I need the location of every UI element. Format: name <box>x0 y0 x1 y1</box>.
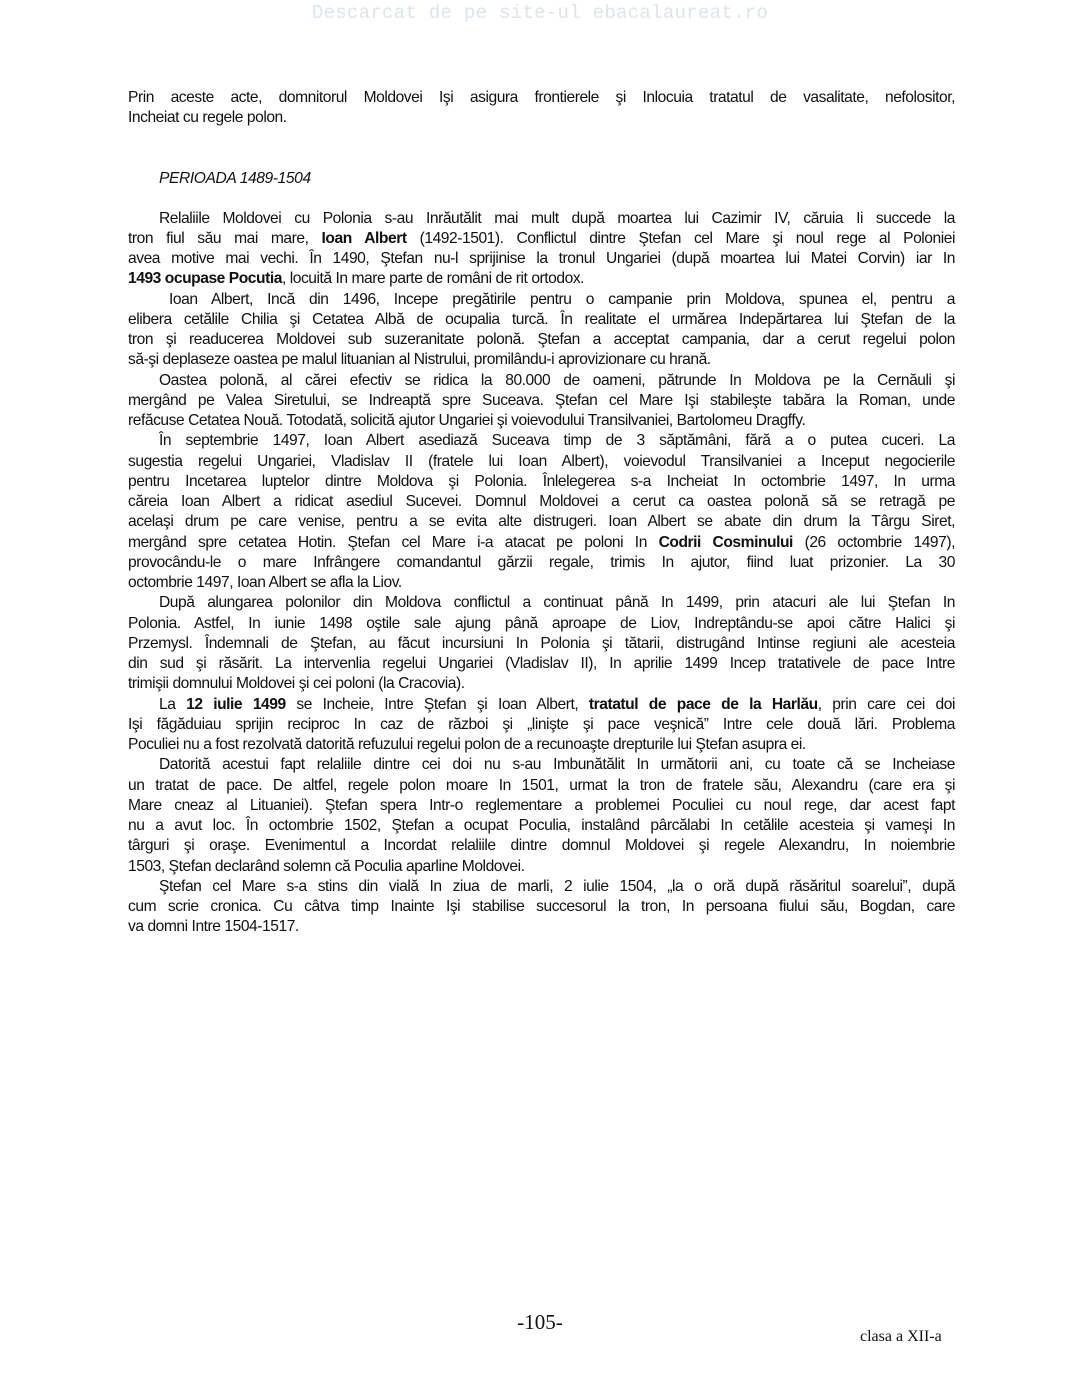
text-line <box>128 533 955 553</box>
document-body <box>128 88 955 938</box>
text-segment: Przemysl. Îndemnali de Ştefan, au făcut incursiuni In Polonia şi tătarii, distrugând Intinse regiuni ale acesteia <box>128 634 955 652</box>
text-line <box>128 108 955 128</box>
text-segment: târguri şi oraşe. Evenimentul a Incordat relaliile dintre domnul Moldovei şi regele Alexandru, In noiembrie <box>128 837 955 855</box>
text-line <box>128 310 955 330</box>
text-segment: un tratat de pace. De altfel, regele polon moare In 1501, urmat la tron de fratele său, Alexandru (care era şi <box>128 776 955 794</box>
text-line <box>128 472 955 492</box>
text-line <box>128 330 955 350</box>
text-segment: va domni Intre 1504-1517. <box>128 918 299 936</box>
text-segment: Mare cneaz al Lituaniei). Ştefan spera Intr-o reglementare a problemei Poculiei cu noul rege, dar acest fapt <box>128 796 955 814</box>
text-segment: , locuită In mare parte de români de rit ortodox. <box>281 270 585 288</box>
text-segment: Oastea polonă, al cărei efectiv se ridica la 80.000 de oameni, pătrunde In Moldova pe la Cernăuli şi <box>159 371 955 389</box>
text-segment: În septembrie 1497, Ioan Albert asediază Suceava timp de 3 săptămâni, fără a o putea cuceri. La <box>159 432 955 450</box>
text-line <box>128 512 955 532</box>
text-line <box>128 269 955 289</box>
text-segment: Işi făgăduiau sprijin reciproc In caz de război şi „linişte şi pace veşnică” Intre cele două lări. Problema <box>128 715 955 733</box>
intro-paragraph <box>128 88 955 129</box>
text-segment: din sud şi răsărit. La intervenlia regelui Ungariei (Vladislav II), In aprilie 1499 Incep tratativele de pace Intre <box>128 655 955 672</box>
bold-text: Ioan Albert <box>321 229 407 247</box>
bold-text: Codrii Cosminului <box>658 533 793 551</box>
text-segment: Ştefan cel Mare s-a stins din vială In ziua de marli, 2 iulie 1504, „la o oră după răsăritul soarelui”, după <box>159 877 955 895</box>
text-line <box>128 350 955 370</box>
section-heading: PERIOADA 1489-1504 <box>159 169 311 187</box>
text-line <box>128 755 955 775</box>
text-line <box>128 452 955 472</box>
text-segment: avea motive mai vechi. În 1490, Ştefan nu-l sprijinise la tronul Ungariei (după moartea lui Matei Corvin) iar In <box>128 250 955 267</box>
text-segment: se Incheie, Intre Ştefan şi Ioan Albert, <box>285 695 589 713</box>
text-line <box>128 654 955 674</box>
text-segment: provocându-le o mare Infrângere comandantul gărzii regale, trimis In ajutor, fiind luat prizonier. La 30 <box>128 553 955 571</box>
bold-text: 12 iulie 1499 <box>186 695 286 713</box>
text-line <box>128 431 955 451</box>
text-line <box>128 573 955 593</box>
text-line <box>128 634 955 654</box>
text-line <box>128 411 955 431</box>
text-segment: trimişii domnului Moldovei şi cei poloni (la Cracovia). <box>128 675 465 693</box>
paragraph <box>128 290 955 371</box>
bold-text: 1493 ocupase Pocutia <box>128 270 282 288</box>
text-segment: (26 octombrie 1497), <box>792 533 955 551</box>
text-segment: mergând spre cetatea Hotin. Ştefan cel Mare i-a atacat pe poloni In <box>128 533 659 551</box>
text-segment: 1503, Ştefan declarând solemn că Poculia aparline Moldovei. <box>128 857 525 875</box>
text-segment: sugestia regelui Ungariei, Vladislav II (fratele lui Ioan Albert), voievodul Transilvaniei a Inceput negocierile <box>128 452 955 470</box>
paragraph <box>128 431 955 593</box>
watermark: Descarcat de pe site-ul ebacalaureat.ro <box>311 2 769 24</box>
text-segment: Incheiat cu regele polon. <box>128 109 287 127</box>
bold-text: tratatul de pace de la Harlău <box>588 695 818 713</box>
text-segment: elibera cetălile Chilia şi Cetatea Albă de ocupalia turcă. În realitate el urmărea Indepărtarea lui Ştefan de la <box>128 310 955 328</box>
text-line <box>128 249 955 269</box>
text-line <box>128 776 955 796</box>
text-segment: , prin care cei doi <box>817 695 955 713</box>
text-segment: octombrie 1497, Ioan Albert se afla la Liov. <box>128 574 402 591</box>
text-segment: tron fiul său mai mare, <box>128 229 322 247</box>
text-line <box>128 209 955 229</box>
text-segment: să-şi deplaseze oastea pe malul lituanian al Nistrului, promilându-i aprovizionare cu hrană. <box>128 351 711 369</box>
text-segment: Ioan Albert, Incă din 1496, Incepe pregătirile pentru o campanie prin Moldova, spunea el, pentru a <box>169 290 955 308</box>
text-segment: Polonia. Astfel, In iunie 1498 oştile sale ajung până aproape de Liov, Indreptându-se apoi către Halici şi <box>128 614 955 632</box>
text-line <box>128 695 955 715</box>
text-line <box>128 897 955 917</box>
text-segment: Relaliile Moldovei cu Polonia s-au Inrăutălit mai mult după moartea lui Cazimir IV, căruia Ii succede la <box>159 209 955 227</box>
text-segment: cum scrie cronica. Cu câtva timp Inainte Işi stabilise succesorul la tron, In persoana fiului său, Bogdan, care <box>128 898 955 915</box>
text-segment: La <box>159 695 187 713</box>
text-line <box>128 492 955 512</box>
text-line <box>128 857 955 877</box>
text-segment: Datorită acestui fapt relaliile dintre cei doi nu s-au Imbunătălit In următorii ani, cu toate că se Incheiase <box>159 756 955 774</box>
paragraph <box>128 593 955 694</box>
text-line <box>128 553 955 573</box>
text-line <box>128 229 955 249</box>
text-segment: refăcuse Cetatea Nouă. Totodată, solicită ajutor Ungariei şi voievodului Transilvaniei, Bartolomeu Dragffy. <box>128 412 806 429</box>
text-segment: mergând pe Valea Siretului, se Indreaptă spre Suceava. Ştefan cel Mare Işi stabileşte tabăra la Roman, unde <box>128 391 955 409</box>
text-segment: După alungarea polonilor din Moldova conflictul a continuat până In 1499, prin atacuri ale lui Ştefan In <box>159 594 955 612</box>
paragraph <box>128 209 955 290</box>
text-line <box>128 715 955 735</box>
text-segment: Poculiei nu a fost rezolvată datorită refuzului regelui polon de a recunoaşte drepturile lui Ştefan asupra ei. <box>128 736 806 753</box>
paragraph <box>128 695 955 756</box>
text-segment: căreia Ioan Albert a ridicat asediul Sucevei. Domnul Moldovei a cerut ca oastea polonă să se retragă pe <box>128 493 955 510</box>
text-segment: (1492-1501). Conflictul dintre Ştefan cel Mare şi noul rege al Poloniei <box>406 229 955 247</box>
paragraphs <box>128 209 955 938</box>
text-line <box>128 371 955 391</box>
class-label: clasa a XII-a <box>860 1328 942 1345</box>
paragraph <box>128 371 955 432</box>
text-line <box>128 796 955 816</box>
text-segment: Prin aceste acte, domnitorul Moldovei Işi asigura frontierele şi Inlocuia tratatul de vasalitate, nefolositor, <box>128 89 955 106</box>
text-segment: nu a avut loc. În octombrie 1502, Ştefan a ocupat Poculia, instalând pârcălabi In cetălile acesteia şi vameşi In <box>128 817 955 834</box>
text-line <box>128 816 955 836</box>
text-line <box>128 290 955 310</box>
text-line <box>128 735 955 755</box>
text-line <box>128 391 955 411</box>
text-line <box>128 674 955 694</box>
text-line <box>128 836 955 856</box>
text-line <box>128 88 955 108</box>
text-segment: pentru Incetarea luptelor dintre Moldova şi Polonia. Înlelegerea s-a Incheiat In octombrie 1497, In urma <box>128 472 955 490</box>
paragraph <box>128 877 955 938</box>
text-segment: acelaşi drum pe care venise, pentru a se evita alte distrugeri. Ioan Albert se abate din drum la Târgu Siret, <box>128 513 955 531</box>
paragraph <box>128 755 955 877</box>
text-line <box>128 877 955 897</box>
text-line <box>128 917 955 937</box>
text-line <box>128 614 955 634</box>
text-segment: tron şi readucerea Moldovei sub suzeranitate polonă. Ştefan a acceptat campania, dar a cerut regelui polon <box>128 331 955 348</box>
text-line <box>128 593 955 613</box>
page-number: -105- <box>517 1310 563 1334</box>
